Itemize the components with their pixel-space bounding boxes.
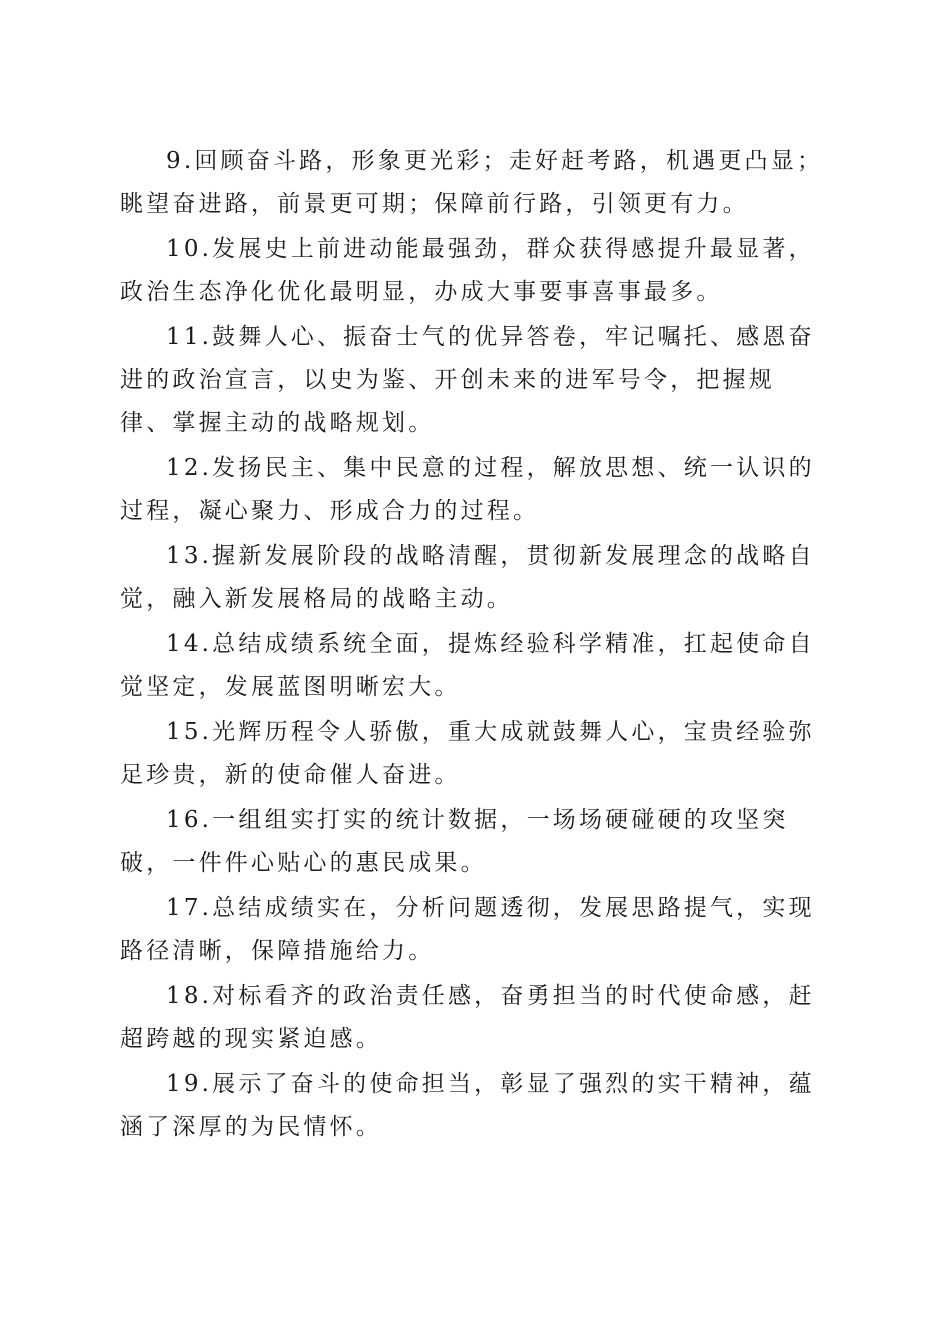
document-body [120,140,826,1149]
paragraph-12: 12.发扬民主、集中民意的过程，解放思想、统一认识的过程，凝心聚力、形成合力的过程。 [120,455,815,524]
paragraph-15: 15.光辉历程令人骄傲，重大成就鼓舞人心，宝贵经验弥足珍贵，新的使命催人奋进。 [120,719,815,788]
paragraph-16: 16.一组组实打实的统计数据，一场场硬碰硬的攻坚突破，一件件心贴心的惠民成果。 [120,807,789,876]
paragraph-14: 14.总结成绩系统全面，提炼经验科学精准，扛起使命自觉坚定，发展蓝图明晰宏大。 [120,631,815,700]
paragraph-10: 10.发展史上前进动能最强劲，群众获得感提升最显著，政治生态净化优化最明显，办成大事要事喜事最多。 [120,236,815,305]
paragraph-17: 17.总结成绩实在，分析问题透彻，发展思路提气，实现路径清晰，保障措施给力。 [120,895,815,964]
paragraph-18: 18.对标看齐的政治责任感，奋勇担当的时代使命感，赶超跨越的现实紧迫感。 [120,983,815,1052]
paragraph-9: 9.回顾奋斗路，形象更光彩；走好赶考路，机遇更凸显；眺望奋进路，前景更可期；保障前行路，引领更有力。 [120,148,824,217]
paragraph-13: 13.握新发展阶段的战略清醒，贯彻新发展理念的战略自觉，融入新发展格局的战略主动。 [120,543,815,612]
paragraph-11: 11.鼓舞人心、振奋士气的优异答卷，牢记嘱托、感恩奋进的政治宣言，以史为鉴、开创未来的进军号令，把握规律、掌握主动的战略规划。 [120,324,815,436]
paragraph-19: 19.展示了奋斗的使命担当，彰显了强烈的实干精神，蕴涵了深厚的为民情怀。 [120,1071,815,1140]
